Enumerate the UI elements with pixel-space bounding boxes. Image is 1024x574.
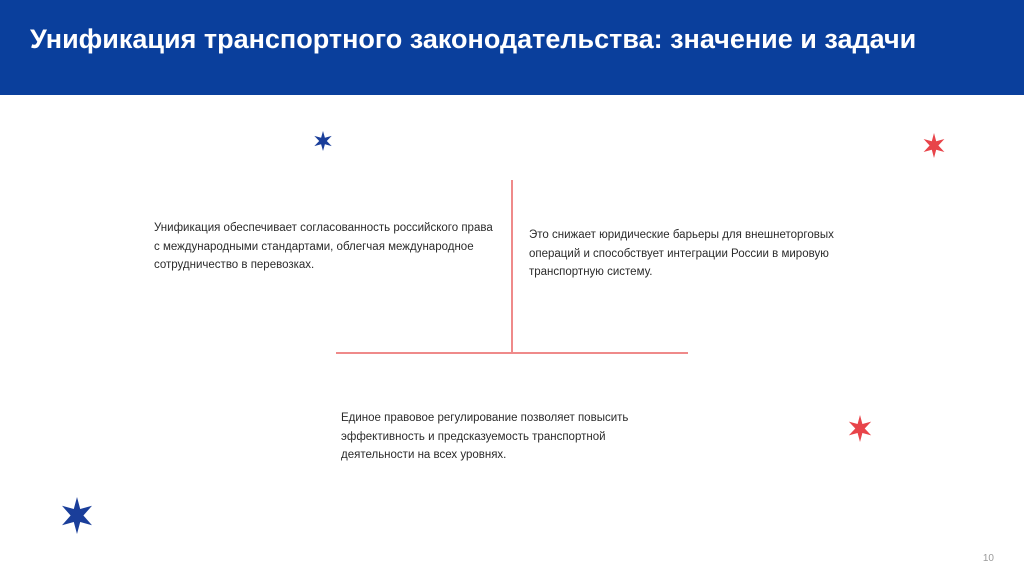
blue-star-icon bbox=[57, 496, 97, 536]
left-text-block: Унификация обеспечивает согласованность российского права с международными стандартами, облегчая международное сотрудничество в перевозках. bbox=[154, 222, 493, 271]
page-number: 10 bbox=[982, 553, 994, 564]
red-star-icon bbox=[845, 414, 875, 444]
blue-star-icon bbox=[312, 131, 334, 153]
red-star-icon bbox=[920, 132, 948, 160]
right-text-block: Это снижает юридические барьеры для внешнеторговых операций и способствует интеграции России в мировую транспортную систему. bbox=[529, 229, 834, 278]
slide-title: Унификация транспортного законодательства: значение и задачи bbox=[30, 24, 917, 54]
header-bar bbox=[0, 0, 1024, 95]
bottom-text-block: Единое правовое регулирование позволяет повысить эффективность и предсказуемость транспортной деятельности на всех уровнях. bbox=[341, 412, 629, 461]
horizontal-divider bbox=[336, 352, 688, 354]
vertical-divider bbox=[511, 180, 513, 354]
